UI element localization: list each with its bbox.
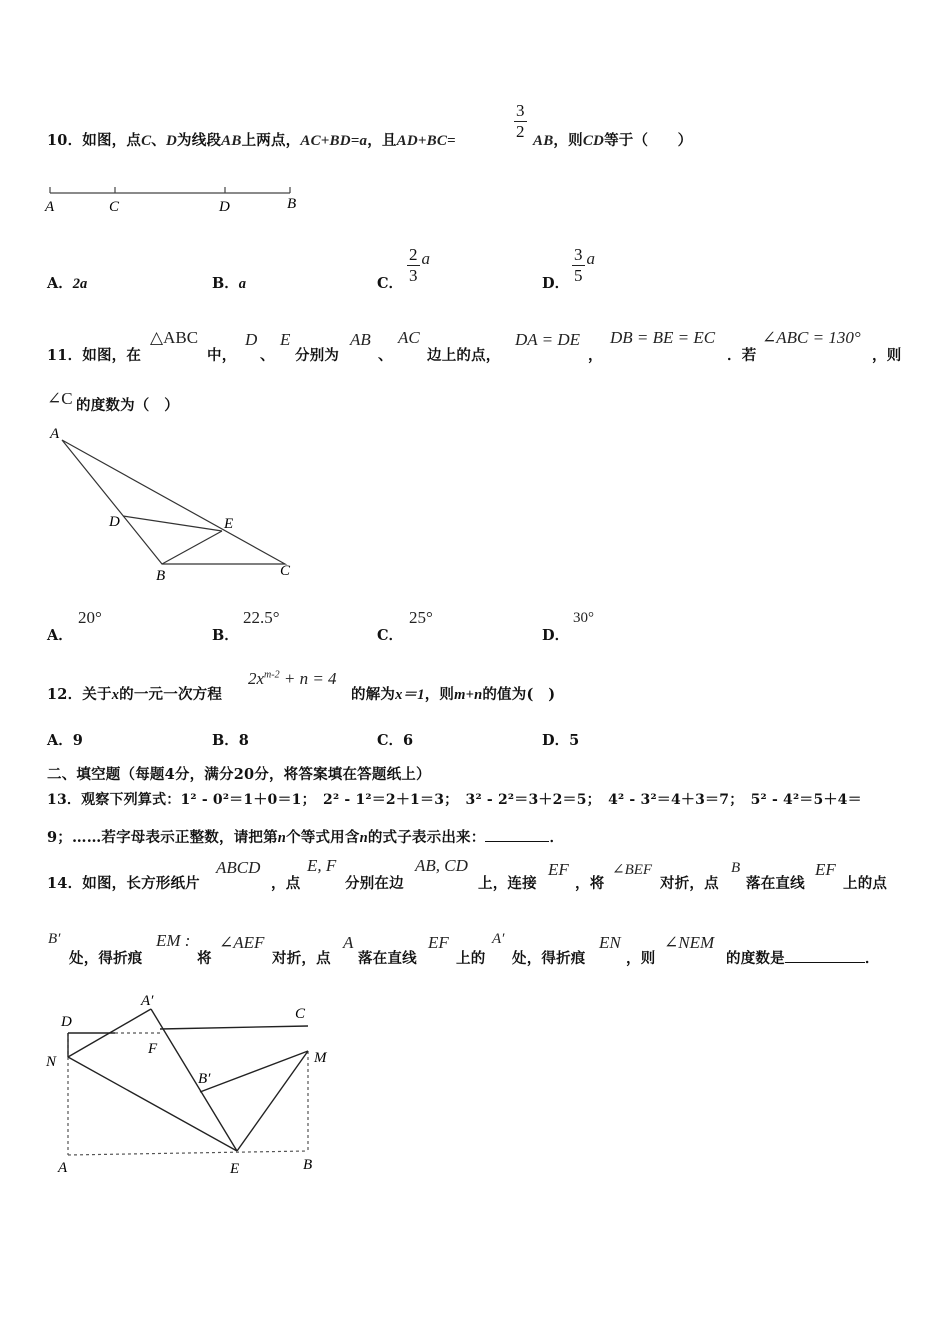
q10-option-d[interactable]: D． — [542, 275, 570, 292]
q10-fig-label-d: D — [219, 199, 230, 215]
q12-var-x: x — [111, 687, 120, 703]
q12-equation: $2x^{m-2} + n = 4$ — [248, 669, 337, 688]
q14-fig-label-a: A — [58, 1160, 68, 1176]
q14-fig-label-e: E — [230, 1161, 240, 1177]
q10-segment-ab: AB — [221, 133, 242, 149]
q11-equation-3: ∠ABC = 130° — [762, 328, 861, 347]
q11-equation-2: DB = BE = EC — [610, 328, 716, 347]
q14-points-ef: E, F — [307, 856, 337, 875]
q10-point-c: C — [141, 133, 152, 149]
q10-ab-2: AB — [533, 133, 554, 149]
q11-fig-label-a: A — [50, 426, 60, 442]
q12-stem-tail: 的解为x＝1，则m+n的值为( ) — [351, 686, 556, 703]
q14-text-3: 分别在边 — [345, 875, 404, 892]
q14-sides: AB, CD — [415, 856, 468, 875]
q10-equation-2: AD+BC= — [396, 133, 456, 149]
q14-fig-label-n: N — [46, 1054, 57, 1070]
q14-angle-nem: ∠NEM — [664, 933, 715, 952]
q11-option-b-value: 22.5° — [243, 608, 280, 627]
q12-stem: 12．关于x的一元一次方程 — [47, 686, 223, 703]
q11-point-e: E — [280, 330, 291, 349]
q14-angle-bef: ∠BEF — [612, 862, 653, 878]
q14-fig-label-c: C — [295, 1006, 306, 1022]
q11-fig-label-d: D — [109, 514, 120, 530]
q14-text-16: 的度数是 ． — [726, 950, 880, 967]
q10-point-d: D — [166, 133, 178, 149]
q12-option-c[interactable]: C．6 — [377, 732, 414, 749]
q11-text-1: 11．如图，在 — [47, 347, 142, 364]
q14-text-6: 对折，点 — [660, 875, 719, 892]
q14-line-ef-3: EF — [428, 933, 449, 952]
q14-fig-label-m: M — [314, 1050, 327, 1066]
q10-option-a[interactable]: A．2a — [47, 275, 88, 292]
q10-option-c[interactable]: C． — [377, 275, 404, 292]
q11-option-d-value: 30° — [573, 610, 594, 626]
q10-fig-label-c: C — [109, 199, 120, 215]
q14-point-a-prime: A′ — [492, 931, 505, 947]
q14-fig-label-b: B — [303, 1157, 313, 1173]
q14-text-2: ，点 — [271, 875, 301, 892]
q14-fig-label-a-prime: A′ — [141, 993, 154, 1009]
q14-fig-label-b-prime: B′ — [198, 1071, 211, 1087]
q10-frac-num: 3 — [516, 101, 525, 120]
q11-side-ac: AC — [398, 328, 420, 347]
q11-figure — [40, 420, 300, 590]
q10-option-d-value: $\frac{3}{5}$ a — [574, 245, 595, 285]
q10-text-2: 为线段 — [177, 132, 222, 149]
q14-angle-aef: ∠AEF — [219, 933, 265, 952]
q10-text-3: 上两点， — [241, 132, 301, 149]
q13-answer-blank[interactable] — [485, 841, 549, 842]
q10-stem — [47, 129, 456, 150]
q14-text-5: ，将 — [575, 875, 605, 892]
q14-rect-abcd: ABCD — [216, 858, 261, 877]
q11-option-c[interactable]: C． — [377, 627, 404, 644]
q14-point-a: A — [343, 933, 354, 952]
q14-text-13: 上的 — [456, 950, 486, 967]
q10-text-6: 等于（ ） — [604, 132, 693, 149]
q11-text-2: 中， — [207, 347, 237, 364]
q11-angle-c: ∠C — [47, 389, 73, 408]
q14-line-ef-2: EF — [815, 860, 836, 879]
q10-fig-label-b: B — [287, 196, 297, 212]
q14-text-4: 上，连接 — [478, 875, 537, 892]
q10-option-b[interactable]: B．a — [212, 275, 247, 292]
q13-line-2: 9；……若字母表示正整数，请把第n个等式用含n的式子表示出来： ． — [47, 829, 565, 846]
q14-point-b-prime: B′ — [48, 931, 61, 947]
q14-crease-en: EN — [599, 933, 621, 952]
q11-option-d[interactable]: D． — [542, 627, 570, 644]
q14-text-8: 上的点 — [843, 875, 888, 892]
q14-figure — [40, 985, 350, 1180]
q11-option-a-value: 20° — [78, 608, 102, 627]
q14-crease-em: EM : — [156, 931, 191, 950]
q11-text-3: 分别为 — [295, 347, 340, 364]
q11-side-ab: AB — [350, 330, 371, 349]
q14-answer-blank[interactable] — [785, 962, 865, 963]
q11-text-7: ，则 — [872, 347, 902, 364]
q10-fraction — [514, 101, 527, 142]
q11-text-4: 边上的点， — [427, 347, 501, 364]
q10-equation-1: AC+BD=a — [300, 133, 368, 149]
q11-fig-label-b: B — [156, 568, 166, 584]
section-2-heading: 二、填空题（每题4分，满分20分，将答案填在答题纸上） — [47, 766, 431, 783]
q10-sep: 、 — [151, 132, 166, 149]
q14-text-15: ，则 — [626, 950, 656, 967]
q10-text-5: ，则 — [553, 132, 583, 149]
q14-line-ef: EF — [548, 860, 569, 879]
q10-frac-den: 2 — [516, 122, 525, 141]
q12-option-a[interactable]: A．9 — [47, 732, 83, 749]
q14-text-12: 落在直线 — [358, 950, 417, 967]
q11-option-a[interactable]: A． — [47, 627, 73, 644]
q14-text-1: 14．如图，长方形纸片 — [47, 875, 200, 892]
q14-text-10: 将 — [197, 950, 212, 967]
q14-point-b: B — [731, 860, 741, 876]
q11-option-b[interactable]: B． — [212, 627, 239, 644]
q11-point-d: D — [245, 330, 258, 349]
q10-fig-label-a: A — [45, 199, 55, 215]
q12-option-d[interactable]: D．5 — [542, 732, 580, 749]
q11-sep-2: 、 — [378, 347, 393, 364]
q14-fig-label-f: F — [148, 1041, 158, 1057]
q11-fig-label-c: C — [280, 563, 291, 579]
q14-text-9: 处，得折痕 — [69, 950, 143, 967]
q10-option-c-value: $\frac{2}{3}$ a — [409, 245, 430, 285]
q12-option-b[interactable]: B．8 — [212, 732, 249, 749]
q11-option-c-value: 25° — [409, 608, 433, 627]
q11-text-5: ， — [588, 347, 603, 364]
q11-equation-1: DA = DE — [515, 330, 580, 349]
q13-line-1: 13．观察下列算式：1² - 0²＝1＋0＝1； 2² - 1²＝2＋1＝3； 3² - 2²＝3＋2＝5； 4² - 3²＝4＋3＝7； 5² - 4²＝5＋4＝ — [47, 792, 862, 808]
q14-text-7: 落在直线 — [746, 875, 805, 892]
q10-text-1: 10．如图，点 — [47, 132, 142, 149]
q10-text-4: ，且 — [367, 132, 397, 149]
q14-text-14: 处，得折痕 — [512, 950, 586, 967]
q11-sep: 、 — [260, 347, 275, 364]
q11-text-6: ．若 — [727, 347, 757, 364]
q14-fig-label-d: D — [61, 1014, 72, 1030]
q11-triangle: △ABC — [150, 328, 199, 347]
q11-line2-text: 的度数为（ ） — [76, 397, 179, 414]
q10-segment-cd: CD — [582, 133, 605, 149]
q11-fig-label-e: E — [224, 516, 234, 532]
q10-stem-tail — [533, 129, 692, 150]
q10-figure — [40, 182, 310, 218]
q14-text-11: 对折，点 — [272, 950, 331, 967]
